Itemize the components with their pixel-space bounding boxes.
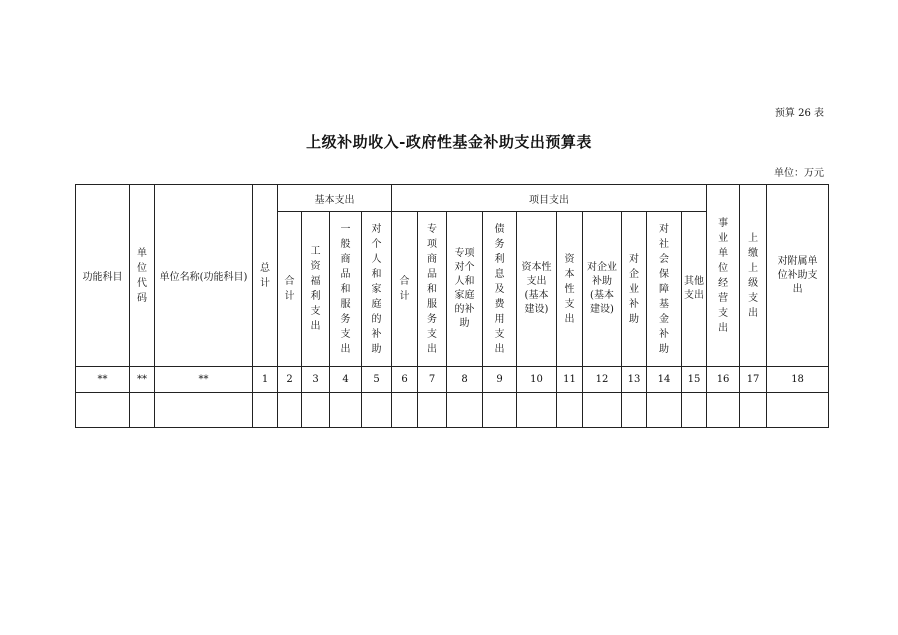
index-cell-subordinate-subsidy: 18 bbox=[767, 367, 829, 393]
header-unit-name: 单位名称(功能科目) bbox=[155, 185, 253, 367]
data-cell-basic-goods-services bbox=[330, 393, 362, 428]
data-cell-total bbox=[253, 393, 278, 428]
data-cell-project-enterprise-construction bbox=[583, 393, 622, 428]
header-project-personal-subsidy: 专项对个人和家庭的补助 bbox=[447, 212, 483, 367]
header-subordinate-subsidy: 对附属单位补助支出 bbox=[767, 185, 829, 367]
index-cell-project-enterprise-subsidy: 13 bbox=[622, 367, 647, 393]
header-group-basic: 基本支出 bbox=[278, 185, 392, 212]
header-pay-to-superior: 上缴上级支出 bbox=[740, 185, 767, 367]
index-cell-unit-code: ** bbox=[130, 367, 155, 393]
data-cell-unit-code bbox=[130, 393, 155, 428]
data-cell-project-social-security bbox=[647, 393, 682, 428]
header-project-goods-services: 专项商品和服务支出 bbox=[418, 212, 447, 367]
header-project-capital: 资本性支出 bbox=[557, 212, 583, 367]
index-cell-total: 1 bbox=[253, 367, 278, 393]
index-cell-project-capital-construction: 10 bbox=[517, 367, 557, 393]
header-project-subtotal: 合计 bbox=[392, 212, 418, 367]
index-cell-project-subtotal: 6 bbox=[392, 367, 418, 393]
data-cell-project-enterprise-subsidy bbox=[622, 393, 647, 428]
budget-table bbox=[75, 184, 829, 428]
index-cell-pay-to-superior: 17 bbox=[740, 367, 767, 393]
index-cell-project-personal-subsidy: 8 bbox=[447, 367, 483, 393]
header-project-enterprise-subsidy: 对企业补助 bbox=[622, 212, 647, 367]
index-cell-project-goods-services: 7 bbox=[418, 367, 447, 393]
index-cell-basic-goods-services: 4 bbox=[330, 367, 362, 393]
index-cell-basic-salary: 3 bbox=[302, 367, 330, 393]
header-project-social-security: 对社会保障基金补助 bbox=[647, 212, 682, 367]
index-row bbox=[76, 367, 829, 393]
index-cell-project-debt-interest: 9 bbox=[483, 367, 517, 393]
data-cell-project-subtotal bbox=[392, 393, 418, 428]
index-cell-project-enterprise-construction: 12 bbox=[583, 367, 622, 393]
index-cell-business-operation: 16 bbox=[707, 367, 740, 393]
header-basic-salary: 工资福利支出 bbox=[302, 212, 330, 367]
data-cell-basic-subtotal bbox=[278, 393, 302, 428]
header-function-subject: 功能科目 bbox=[76, 185, 130, 367]
header-unit-code: 单位代码 bbox=[130, 185, 155, 367]
form-number: 预算 26 表 bbox=[774, 108, 824, 119]
header-row-groups bbox=[76, 185, 829, 212]
data-cell-subordinate-subsidy bbox=[767, 393, 829, 428]
data-row-empty bbox=[76, 393, 829, 428]
index-cell-project-other: 15 bbox=[682, 367, 707, 393]
header-total: 总计 bbox=[253, 185, 278, 367]
data-cell-basic-salary bbox=[302, 393, 330, 428]
data-cell-unit-name bbox=[155, 393, 253, 428]
data-cell-business-operation bbox=[707, 393, 740, 428]
header-group-project: 项目支出 bbox=[392, 185, 707, 212]
header-project-capital-construction: 资本性支出(基本建设) bbox=[517, 212, 557, 367]
data-cell-project-goods-services bbox=[418, 393, 447, 428]
index-cell-basic-personal-subsidy: 5 bbox=[362, 367, 392, 393]
index-cell-basic-subtotal: 2 bbox=[278, 367, 302, 393]
header-project-enterprise-construction: 对企业补助(基本建设) bbox=[583, 212, 622, 367]
header-project-other: 其他支出 bbox=[682, 212, 707, 367]
header-basic-subtotal: 合计 bbox=[278, 212, 302, 367]
index-cell-function-subject: ** bbox=[76, 367, 130, 393]
unit-label: 单位：万元 bbox=[774, 168, 824, 179]
data-cell-project-capital bbox=[557, 393, 583, 428]
data-cell-function-subject bbox=[76, 393, 130, 428]
header-basic-personal-subsidy: 对个人和家庭的补助 bbox=[362, 212, 392, 367]
index-cell-unit-name: ** bbox=[155, 367, 253, 393]
data-cell-project-personal-subsidy bbox=[447, 393, 483, 428]
index-cell-project-capital: 11 bbox=[557, 367, 583, 393]
header-business-operation: 事业单位经营支出 bbox=[707, 185, 740, 367]
data-cell-basic-personal-subsidy bbox=[362, 393, 392, 428]
data-cell-project-debt-interest bbox=[483, 393, 517, 428]
data-cell-pay-to-superior bbox=[740, 393, 767, 428]
data-cell-project-capital-construction bbox=[517, 393, 557, 428]
page-title: 上级补助收入-政府性基金补助支出预算表 bbox=[306, 133, 592, 151]
header-basic-goods-services: 一般商品和服务支出 bbox=[330, 212, 362, 367]
header-project-debt-interest: 债务利息及费用支出 bbox=[483, 212, 517, 367]
data-cell-project-other bbox=[682, 393, 707, 428]
index-cell-project-social-security: 14 bbox=[647, 367, 682, 393]
